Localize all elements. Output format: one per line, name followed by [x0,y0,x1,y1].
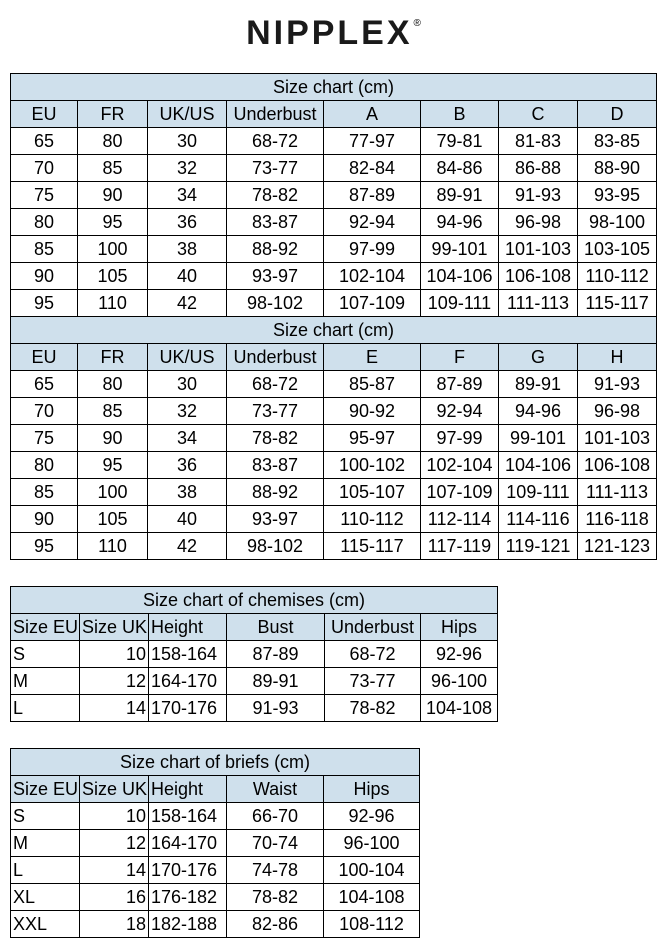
table-cell: 111-113 [578,479,657,506]
table-cell: 65 [11,371,78,398]
table-cell: 84-86 [421,155,499,182]
table-cell: 73-77 [227,155,324,182]
table-header-row [11,344,657,371]
table-cell: 104-106 [421,263,499,290]
table-cell: 32 [148,398,227,425]
table-row [11,533,657,560]
table-cell: 89-91 [499,371,578,398]
table-cell: 78-82 [227,884,324,911]
column-header: Height [149,776,227,803]
table-cell: S [11,803,80,830]
table-cell: 75 [11,182,78,209]
table-title-row [11,749,420,776]
table-cell: 100 [78,236,148,263]
table-cell: 95 [78,209,148,236]
table-cell: 42 [148,290,227,317]
table-cell: 80 [11,452,78,479]
table-cell: 97-99 [421,425,499,452]
table-cell: 77-97 [324,128,421,155]
table-cell: 96-100 [421,668,498,695]
table-cell: 117-119 [421,533,499,560]
table-cell: 108-112 [324,911,420,938]
table-cell: 68-72 [227,128,324,155]
table-cell: 98-102 [227,290,324,317]
table-header-row [11,614,498,641]
table-cell: 92-96 [421,641,498,668]
table-cell: 78-82 [325,695,421,722]
column-header: Size UK [80,776,149,803]
table-cell: 182-188 [149,911,227,938]
table-row [11,803,420,830]
table-cell: 91-93 [227,695,325,722]
column-header: Hips [421,614,498,641]
table-cell: 116-118 [578,506,657,533]
table-cell: 70-74 [227,830,324,857]
table-cell: 104-108 [324,884,420,911]
table-cell: 10 [80,803,149,830]
table-cell: 96-98 [499,209,578,236]
table-cell: 105 [78,263,148,290]
table-cell: 10 [80,641,149,668]
table-cell: 14 [80,695,149,722]
table-cell: 70 [11,155,78,182]
table-title: Size chart (cm) [11,74,657,101]
column-header: H [578,344,657,371]
table-cell: 95 [11,290,78,317]
table-cell: 106-108 [578,452,657,479]
column-header: Waist [227,776,324,803]
table-cell: 78-82 [227,182,324,209]
table-row [11,236,657,263]
table-cell: 95 [78,452,148,479]
table-title: Size chart of chemises (cm) [11,587,498,614]
table-cell: 42 [148,533,227,560]
table-cell: 115-117 [578,290,657,317]
column-header: A [324,101,421,128]
column-header: C [499,101,578,128]
table-cell: 87-89 [227,641,325,668]
table-cell: 85 [11,479,78,506]
table-cell: 38 [148,236,227,263]
table-cell: 80 [11,209,78,236]
table-cell: 93-97 [227,263,324,290]
registered-mark: ® [413,18,421,29]
table-cell: 164-170 [149,830,227,857]
table-cell: 83-87 [227,452,324,479]
column-header: EU [11,344,78,371]
table-cell: 98-102 [227,533,324,560]
table-cell: 86-88 [499,155,578,182]
table-cell: 104-106 [499,452,578,479]
table-title: Size chart (cm) [11,317,657,344]
table-cell: 170-176 [149,857,227,884]
bra-size-chart [10,73,657,560]
column-header: Underbust [227,101,324,128]
table-cell: M [11,830,80,857]
table-cell: 32 [148,155,227,182]
table-cell: 88-92 [227,479,324,506]
table-cell: 110-112 [578,263,657,290]
table-cell: 101-103 [499,236,578,263]
column-header: Size UK [80,614,149,641]
column-header: Height [149,614,227,641]
table-cell: 107-109 [324,290,421,317]
table-row [11,452,657,479]
table-cell: 105 [78,506,148,533]
table-cell: 158-164 [149,803,227,830]
table-cell: 85-87 [324,371,421,398]
table-cell: 106-108 [499,263,578,290]
table-cell: 100-104 [324,857,420,884]
table-cell: 36 [148,209,227,236]
table-cell: 34 [148,182,227,209]
table-cell: 90-92 [324,398,421,425]
table-cell: 92-96 [324,803,420,830]
table-cell: 38 [148,479,227,506]
table-cell: 99-101 [421,236,499,263]
table-cell: 104-108 [421,695,498,722]
column-header: Bust [227,614,325,641]
column-header: G [499,344,578,371]
table-cell: 110-112 [324,506,421,533]
table-cell: 75 [11,425,78,452]
table-cell: 90 [78,425,148,452]
table-cell: 100 [78,479,148,506]
column-header: FR [78,344,148,371]
column-header: Size EU [11,776,80,803]
table-cell: 82-84 [324,155,421,182]
table-cell: 164-170 [149,668,227,695]
bra-chart-1-section [11,74,657,317]
table-cell: 83-87 [227,209,324,236]
table-cell: 101-103 [578,425,657,452]
table-cell: 95 [11,533,78,560]
table-cell: 115-117 [324,533,421,560]
table-cell: XL [11,884,80,911]
table-cell: 30 [148,371,227,398]
table-cell: 73-77 [325,668,421,695]
chemises-chart-section [11,587,498,722]
table-title: Size chart of briefs (cm) [11,749,420,776]
table-cell: 107-109 [421,479,499,506]
table-cell: 93-95 [578,182,657,209]
table-row [11,857,420,884]
table-cell: 40 [148,263,227,290]
table-cell: 85 [78,155,148,182]
table-cell: 36 [148,452,227,479]
table-row [11,290,657,317]
column-header: Hips [324,776,420,803]
table-cell: 94-96 [499,398,578,425]
table-cell: 70 [11,398,78,425]
table-header-row [11,101,657,128]
table-cell: 121-123 [578,533,657,560]
table-cell: 95-97 [324,425,421,452]
table-row [11,695,498,722]
table-row [11,830,420,857]
table-cell: 88-92 [227,236,324,263]
table-cell: S [11,641,80,668]
table-row [11,668,498,695]
table-cell: 110 [78,290,148,317]
column-header: E [324,344,421,371]
table-row [11,884,420,911]
table-row [11,263,657,290]
table-cell: 68-72 [325,641,421,668]
table-cell: 89-91 [421,182,499,209]
table-cell: 109-111 [421,290,499,317]
table-cell: 91-93 [499,182,578,209]
table-cell: 102-104 [324,263,421,290]
table-cell: 97-99 [324,236,421,263]
table-cell: 80 [78,371,148,398]
table-cell: 176-182 [149,884,227,911]
table-cell: 90 [11,263,78,290]
table-row [11,506,657,533]
table-row [11,128,657,155]
table-cell: 85 [11,236,78,263]
table-cell: 89-91 [227,668,325,695]
table-cell: 30 [148,128,227,155]
table-title-row [11,74,657,101]
table-row [11,479,657,506]
chemises-size-chart [10,586,498,722]
brand-logo [0,14,667,53]
table-cell: 96-100 [324,830,420,857]
table-cell: 73-77 [227,398,324,425]
table-cell: 16 [80,884,149,911]
table-cell: 82-86 [227,911,324,938]
table-cell: 170-176 [149,695,227,722]
table-cell: 111-113 [499,290,578,317]
table-row [11,371,657,398]
table-cell: 78-82 [227,425,324,452]
bra-chart-2-section [11,317,657,560]
table-cell: 92-94 [421,398,499,425]
table-cell: M [11,668,80,695]
column-header: Size EU [11,614,80,641]
table-cell: 110 [78,533,148,560]
column-header: Underbust [227,344,324,371]
table-title-row [11,587,498,614]
table-cell: 66-70 [227,803,324,830]
table-cell: 40 [148,506,227,533]
table-cell: 90 [11,506,78,533]
table-cell: 12 [80,830,149,857]
table-cell: 158-164 [149,641,227,668]
brand-logo-text: NIPPLEX [246,14,413,52]
table-row [11,398,657,425]
table-cell: XXL [11,911,80,938]
column-header: D [578,101,657,128]
column-header: Underbust [325,614,421,641]
table-cell: 114-116 [499,506,578,533]
table-cell: 85 [78,398,148,425]
table-cell: 34 [148,425,227,452]
table-cell: 83-85 [578,128,657,155]
table-cell: 99-101 [499,425,578,452]
column-header: B [421,101,499,128]
table-cell: 80 [78,128,148,155]
briefs-size-chart [10,748,420,938]
table-cell: 112-114 [421,506,499,533]
table-cell: 87-89 [324,182,421,209]
table-cell: 90 [78,182,148,209]
table-row [11,209,657,236]
table-cell: 88-90 [578,155,657,182]
table-cell: 87-89 [421,371,499,398]
table-row [11,425,657,452]
table-cell: L [11,695,80,722]
column-header: F [421,344,499,371]
table-cell: 14 [80,857,149,884]
table-cell: 103-105 [578,236,657,263]
table-title-row [11,317,657,344]
table-row [11,641,498,668]
column-header: UK/US [148,344,227,371]
table-cell: 94-96 [421,209,499,236]
briefs-chart-section [11,749,420,938]
table-cell: 96-98 [578,398,657,425]
table-row [11,155,657,182]
table-cell: L [11,857,80,884]
table-cell: 102-104 [421,452,499,479]
table-cell: 68-72 [227,371,324,398]
column-header: FR [78,101,148,128]
table-cell: 98-100 [578,209,657,236]
table-cell: 65 [11,128,78,155]
table-cell: 18 [80,911,149,938]
column-header: UK/US [148,101,227,128]
table-header-row [11,776,420,803]
table-cell: 81-83 [499,128,578,155]
table-cell: 74-78 [227,857,324,884]
table-row [11,182,657,209]
table-cell: 119-121 [499,533,578,560]
table-cell: 93-97 [227,506,324,533]
column-header: EU [11,101,78,128]
table-row [11,911,420,938]
table-cell: 91-93 [578,371,657,398]
table-cell: 105-107 [324,479,421,506]
table-cell: 92-94 [324,209,421,236]
table-cell: 109-111 [499,479,578,506]
table-cell: 79-81 [421,128,499,155]
table-cell: 100-102 [324,452,421,479]
table-cell: 12 [80,668,149,695]
